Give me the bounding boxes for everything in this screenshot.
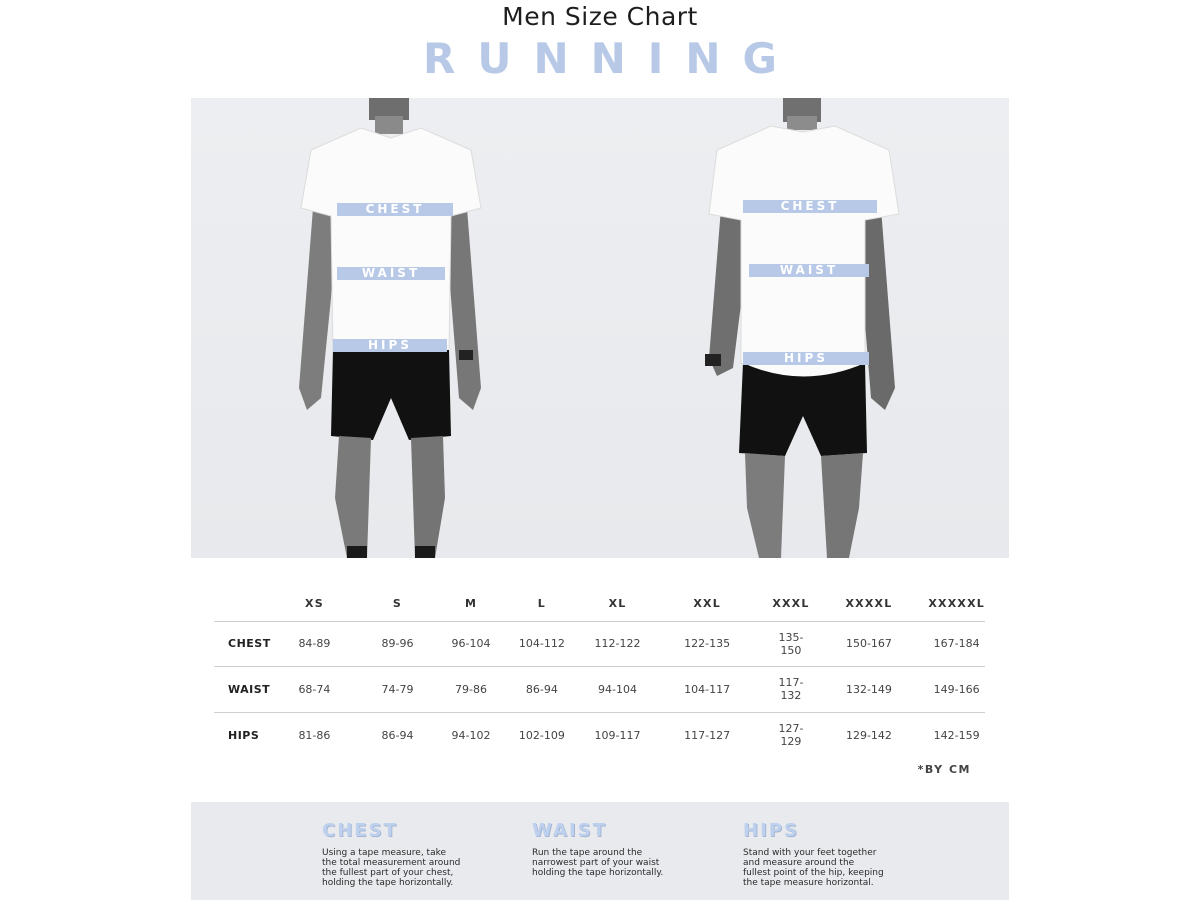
column-header-m: M — [451, 586, 490, 621]
guide-line: the fullest part of your chest, — [322, 868, 454, 878]
table-cell: 112-122 — [593, 621, 642, 667]
table-cell: 109-117 — [594, 728, 641, 742]
table-cell: 94-104 — [593, 667, 642, 713]
back-view-illustration — [703, 98, 903, 558]
guide-text-waist — [532, 848, 692, 878]
guide-hips — [743, 820, 903, 888]
table-cell: 84-89 — [285, 621, 343, 667]
column-header-xxxxxl: XXXXXL — [928, 586, 985, 621]
guide-line: Stand with your feet together — [743, 848, 877, 858]
table-cell: 79-86 — [451, 667, 490, 713]
table-cell: 86-94 — [381, 728, 414, 742]
guide-line: Run the tape around the — [532, 848, 643, 858]
guide-title-hips: HIPS — [743, 820, 799, 841]
table-cell: 127-129 — [778, 722, 804, 748]
guide-line: Using a tape measure, take — [322, 848, 447, 858]
front-hips-band: HIPS — [333, 339, 447, 352]
table-cell: 94-102 — [451, 728, 491, 742]
table-cell: 117-132 — [772, 667, 809, 713]
table-header-row — [214, 586, 985, 621]
back-view-figure — [703, 98, 903, 558]
table-cell: 135-150 — [772, 621, 809, 667]
table-cell: 102-109 — [518, 728, 565, 742]
table-cell: 104-112 — [491, 621, 593, 667]
table-cell: 96-104 — [451, 621, 490, 667]
column-header-xxl: XXL — [642, 586, 772, 621]
guide-line: narrowest part of your waist — [532, 858, 660, 868]
column-header-xxxl: XXXL — [772, 586, 809, 621]
guide-title-chest: CHEST — [322, 820, 398, 841]
back-chest-band: CHEST — [743, 200, 877, 213]
table-cell: 167-184 — [928, 621, 985, 667]
table-cell: 150-167 — [810, 621, 929, 667]
table-row-waist — [214, 667, 985, 713]
row-label-chest: CHEST — [214, 621, 285, 667]
table-row-hips — [214, 712, 985, 758]
front-chest-band: CHEST — [337, 203, 453, 216]
row-label-waist: WAIST — [214, 667, 285, 713]
guide-waist — [532, 820, 692, 878]
table-cell: 117-127 — [684, 728, 731, 742]
size-table — [214, 586, 985, 758]
table-cell: 104-117 — [642, 667, 772, 713]
guide-title-waist: WAIST — [532, 820, 607, 841]
table-cell: 142-159 — [933, 728, 980, 742]
column-header-xl: XL — [593, 586, 642, 621]
table-cell: 149-166 — [928, 667, 985, 713]
guide-chest — [322, 820, 482, 888]
table-cell: 81-86 — [298, 728, 331, 742]
guide-line: the tape measure horizontal. — [743, 878, 874, 888]
table-cell: 132-149 — [810, 667, 929, 713]
page-subtitle: RUNNING — [423, 34, 799, 83]
table-cell: 68-74 — [285, 667, 343, 713]
column-header-xs: XS — [285, 586, 343, 621]
front-view-figure — [291, 98, 491, 558]
front-waist-band: WAIST — [337, 267, 445, 280]
table-cell: 89-96 — [344, 621, 452, 667]
guide-text-hips — [743, 848, 903, 888]
column-header-l: L — [491, 586, 593, 621]
guide-line: the total measurement around — [322, 858, 461, 868]
guide-line: holding the tape horizontally. — [532, 868, 664, 878]
front-view-illustration — [291, 98, 491, 558]
column-header-s: S — [344, 586, 452, 621]
table-cell: 86-94 — [491, 667, 593, 713]
back-waist-band: WAIST — [749, 264, 869, 277]
row-label-hips: HIPS — [228, 728, 260, 742]
table-cell: 122-135 — [642, 621, 772, 667]
back-hips-band: HIPS — [743, 352, 869, 365]
table-row-chest — [214, 621, 985, 667]
table-cell: 129-142 — [845, 728, 892, 742]
guide-text-chest — [322, 848, 482, 888]
guide-line: fullest point of the hip, keeping — [743, 868, 884, 878]
measurement-guide-panel — [191, 802, 1009, 900]
table-cell: 74-79 — [344, 667, 452, 713]
unit-note: *BY CM — [917, 763, 971, 776]
model-photo-panel — [191, 98, 1009, 558]
column-header-xxxxl: XXXXL — [810, 586, 929, 621]
page-title: Men Size Chart — [502, 2, 698, 31]
guide-line: holding the tape horizontally. — [322, 878, 454, 888]
guide-line: and measure around the — [743, 858, 855, 868]
column-header-blank — [214, 586, 285, 621]
